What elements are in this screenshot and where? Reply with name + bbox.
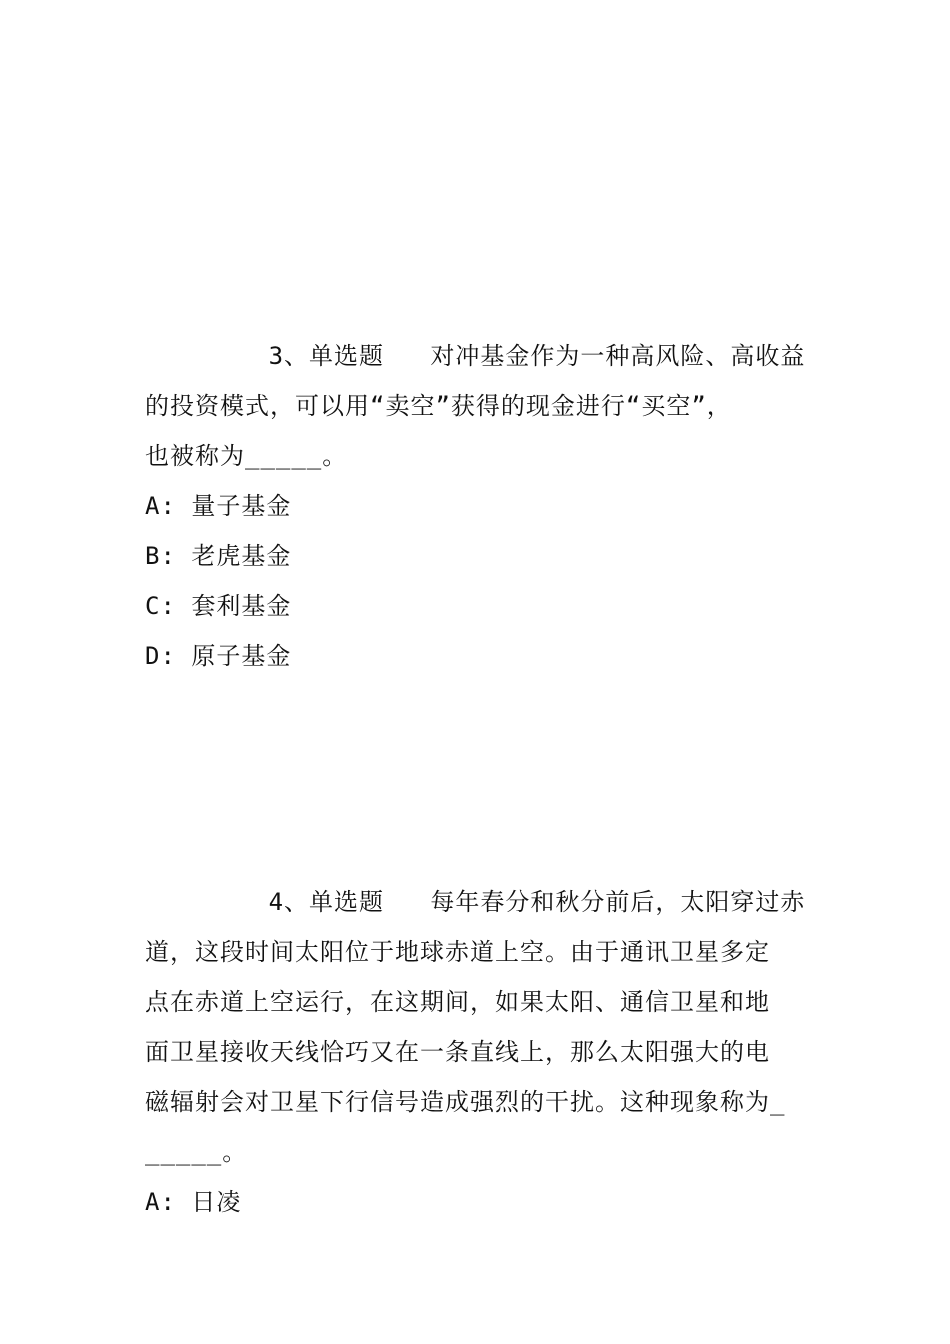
option-b: B: 老虎基金 [145,542,292,570]
option-d: D: 原子基金 [145,642,292,670]
question-text-line: 点在赤道上空运行，在这期间，如果太阳、通信卫星和地 [145,988,770,1016]
option-a: A: 日凌 [145,1188,242,1216]
question-text-line: 也被称为_____。 [145,442,348,470]
question-text-line: 面卫星接收天线恰巧又在一条直线上，那么太阳强大的电 [145,1038,770,1066]
question-text-line: 道，这段时间太阳位于地球赤道上空。由于通讯卫星多定 [145,938,770,966]
option-c: C: 套利基金 [145,592,292,620]
question-4 [145,877,805,1227]
question-3 [145,331,805,681]
question-text-line: 磁辐射会对卫星下行信号造成强烈的干扰。这种现象称为_ [145,1088,786,1116]
option-a: A: 量子基金 [145,492,292,520]
question-text-line: 4、单选题 每年春分和秋分前后，太阳穿过赤 [145,888,806,916]
question-text-line: 3、单选题 对冲基金作为一种高风险、高收益 [145,342,806,370]
question-text-line: _____。 [145,1138,248,1166]
question-text-line: 的投资模式，可以用“卖空”获得的现金进行“买空”， [145,392,732,420]
